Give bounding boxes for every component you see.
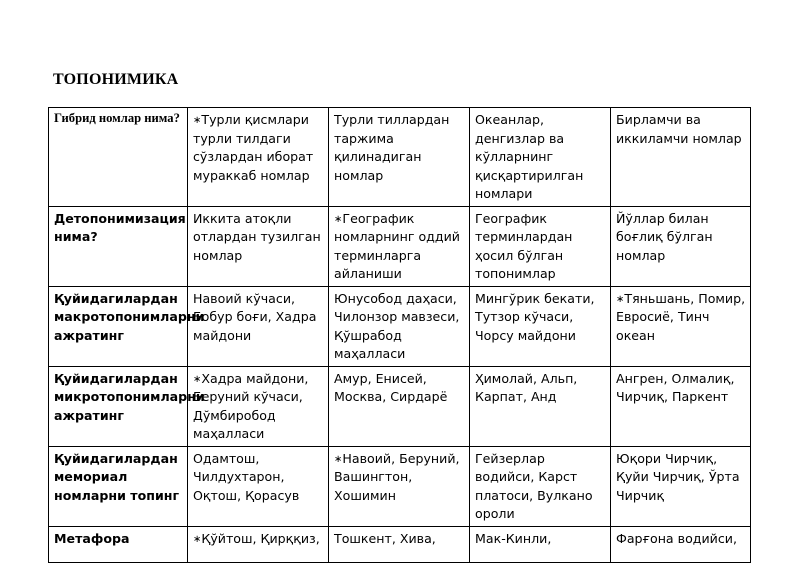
table-row [49, 108, 751, 207]
question-cell: Қуйидагилардан микротопонимларни ажратинг [49, 366, 188, 446]
answer-cell: Географик терминлардан ҳосил бўлган топонимлар [470, 206, 611, 286]
answer-cell: Ангрен, Олмалиқ, Чирчиқ, Паркент [611, 366, 751, 446]
answer-cell: Юнусобод даҳаси, Чилонзор мавзеси, Қўшрабод маҳалласи [329, 286, 470, 366]
answer-cell: ∗Навоий, Беруний, Вашингтон, Хошимин [329, 446, 470, 526]
answer-cell: Юқори Чирчиқ, Қуйи Чирчиқ, Ўрта Чирчиқ [611, 446, 751, 526]
answer-cell: Турли тиллардан таржима қилинадиган номлар [329, 108, 470, 207]
question-cell: Қуйидагилардан мемориал номларни топинг [49, 446, 188, 526]
answer-cell: Океанлар, денгизлар ва кўлларнинг қисқартирилган номлари [470, 108, 611, 207]
correct-star-icon: ∗ [193, 373, 202, 385]
page-title: ТОПОНИМИКА [53, 71, 179, 88]
answer-cell: Иккита атоқли отлардан тузилган номлар [188, 206, 329, 286]
question-cell: Қуйидагилардан макротопонимларни ажратинг [49, 286, 188, 366]
toponymy-table [48, 107, 751, 563]
correct-star-icon: ∗ [616, 293, 625, 305]
table-row [49, 366, 751, 446]
table-row [49, 206, 751, 286]
answer-cell: ∗Тяньшань, Помир, Евросиё, Тинч океан [611, 286, 751, 366]
answer-cell: Ҳимолай, Альп, Карпат, Анд [470, 366, 611, 446]
answer-cell: ∗Хадра майдони, Беруний кўчаси, Дўмбиробод маҳалласи [188, 366, 329, 446]
table-row [49, 526, 751, 562]
answer-cell: Мингўрик бекати, Тутзор кўчаси, Чорсу майдони [470, 286, 611, 366]
correct-star-icon: ∗ [193, 115, 202, 126]
answer-cell: Бирламчи ва иккиламчи номлар [611, 108, 751, 207]
table-row [49, 446, 751, 526]
answer-cell: Амур, Енисей, Москва, Сирдарё [329, 366, 470, 446]
correct-star-icon: ∗ [334, 213, 343, 225]
question-cell: Детопонимизация нима? [49, 206, 188, 286]
correct-star-icon: ∗ [334, 453, 343, 465]
answer-cell: Фарғона водийси, [611, 526, 751, 562]
answer-cell: Йўллар билан боғлиқ бўлган номлар [611, 206, 751, 286]
answer-cell: Гейзерлар водийси, Карст платоси, Вулкано ороли [470, 446, 611, 526]
correct-star-icon: ∗ [193, 533, 202, 545]
answer-cell: Тошкент, Хива, [329, 526, 470, 562]
answer-cell: Навоий кўчаси, Бобур боғи, Хадра майдони [188, 286, 329, 366]
answer-cell: ∗Қўйтош, Қирққиз, [188, 526, 329, 562]
answer-cell: ∗Географик номларнинг оддий терминларга айланиши [329, 206, 470, 286]
answer-cell: ∗Турли қисмлари турли тилдаги сўзлардан иборат мураккаб номлар [188, 108, 329, 207]
question-cell: Гибрид номлар нима? [49, 108, 188, 207]
question-cell: Метафора [49, 526, 188, 562]
table-row [49, 286, 751, 366]
answer-cell: Одамтош, Чилдухтарон, Оқтош, Қорасув [188, 446, 329, 526]
answer-cell: Мак-Кинли, [470, 526, 611, 562]
